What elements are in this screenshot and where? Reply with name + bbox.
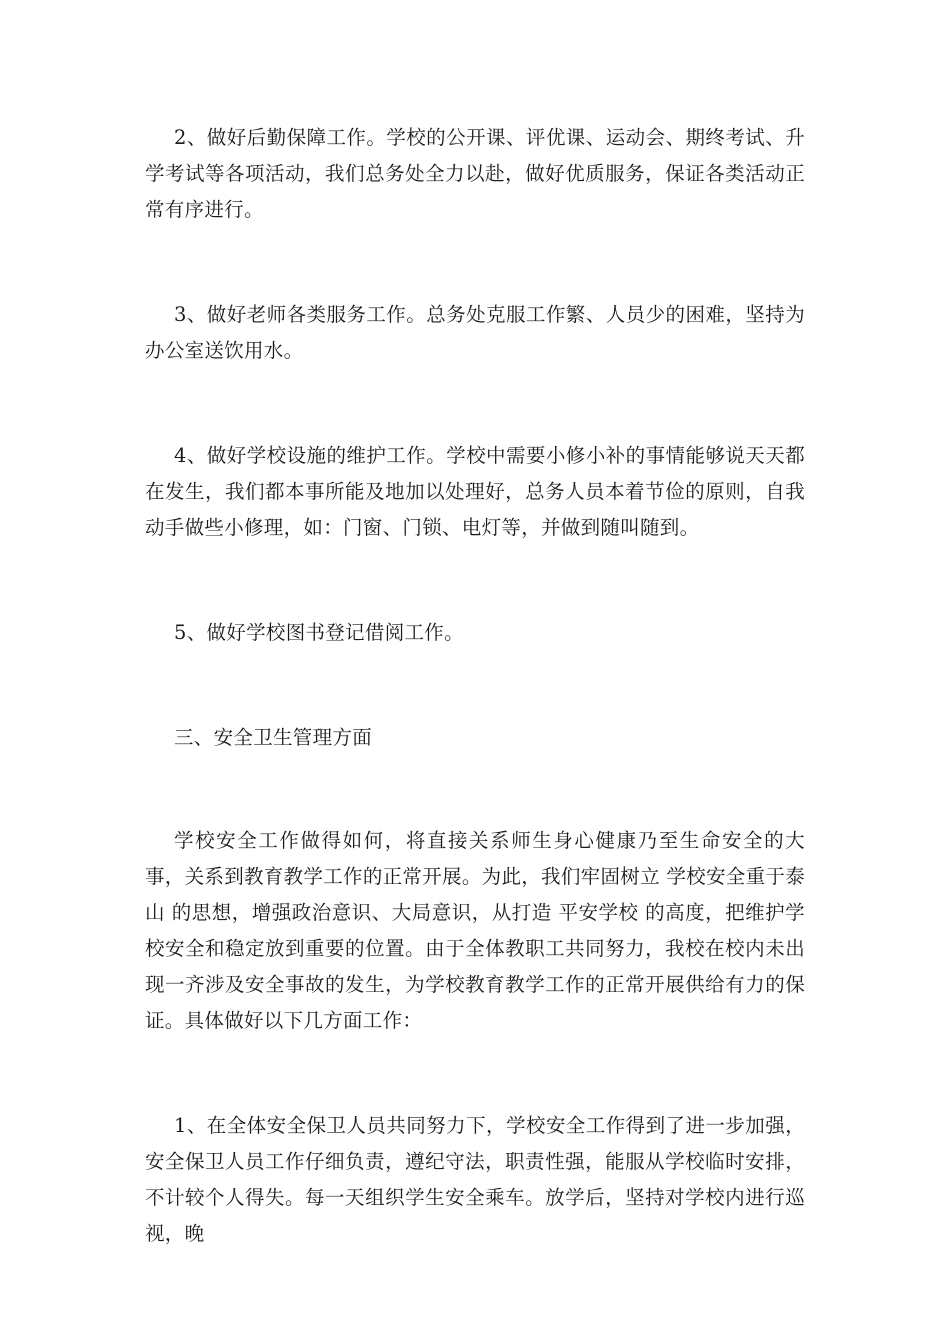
paragraph-facility-maintenance: 4、做好学校设施的维护工作。学校中需要小修小补的事情能够说天天都在发生，我们都本事所能及地加以处理好，总务人员本着节俭的原则，自我动手做些小修理，如：门窗、门锁、电灯等，并做到随叫随到。: [145, 444, 805, 539]
section-heading-safety-hygiene: 三、安全卫生管理方面: [174, 726, 373, 749]
paragraph-security-staff: 1、在全体安全保卫人员共同努力下，学校安全工作得到了进一步加强，安全保卫人员工作仔细负责，遵纪守法，职责性强，能服从学校临时安排，不计较个人得失。每一天组织学生安全乘车。放学后，坚持对学校内进行巡视，晚: [145, 1114, 805, 1245]
paragraph-teacher-services: 3、做好老师各类服务工作。总务处克服工作繁、人员少的困难，坚持为办公室送饮用水。: [145, 303, 805, 362]
paragraph-safety-overview: 学校安全工作做得如何，将直接关系师生身心健康乃至生命安全的大事，关系到教育教学工作的正常开展。为此，我们牢固树立 学校安全重于泰山 的思想，增强政治意识、大局意识，从打造 平安学校 的高度，把维护学校安全和稳定放到重要的位置。由于全体教职工共同努力，我校在校内未出现一齐涉及安全事故的发生，为学校教育教学工作的正常开展供给有力的保证。具体做好以下几方面工作：: [145, 829, 805, 1032]
paragraph-logistics-support: 2、做好后勤保障工作。学校的公开课、评优课、运动会、期终考试、升学考试等各项活动，我们总务处全力以赴，做好优质服务，保证各类活动正常有序进行。: [145, 126, 805, 221]
paragraph-library-lending: 5、做好学校图书登记借阅工作。: [174, 621, 464, 644]
